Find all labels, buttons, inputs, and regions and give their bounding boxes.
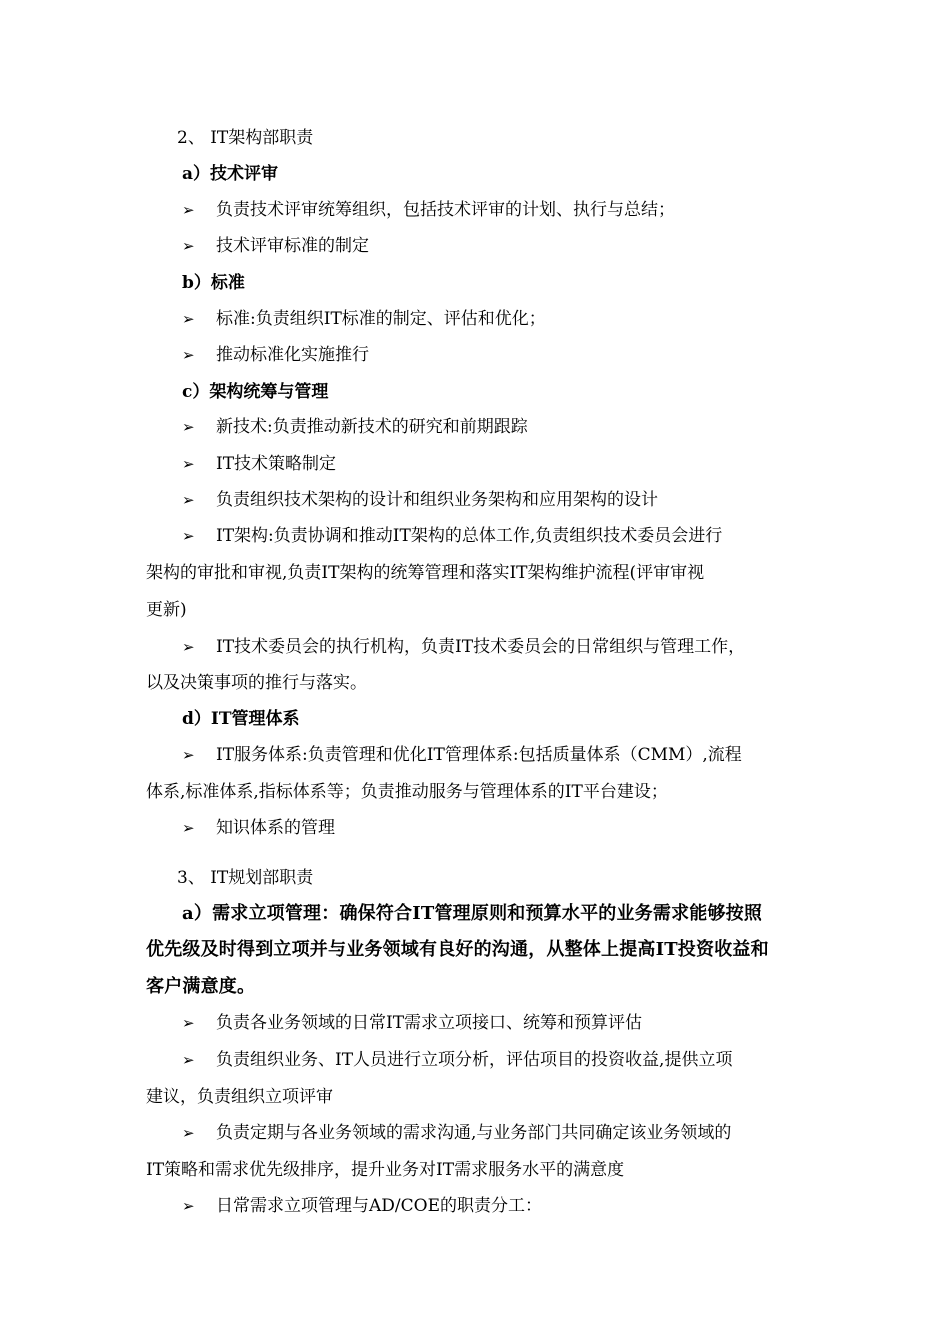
bullet-item: ➢ IT技术策略制定 — [182, 454, 337, 474]
bullet-item: ➢ 技术评审标准的制定 — [182, 236, 369, 256]
bullet-item: ➢ 推动标准化实施推行 — [182, 345, 369, 365]
bullet-arrow-icon: ➢ — [182, 1014, 195, 1032]
section-heading: 2、 IT架构部职责 — [177, 128, 314, 148]
subsection-heading: a）需求立项管理：确保符合IT管理原则和预算水平的业务需求能够按照 — [182, 903, 763, 924]
bullet-item: ➢ 标准:负责组织IT标准的制定、评估和优化； — [182, 309, 546, 329]
bullet-arrow-icon: ➢ — [182, 746, 195, 764]
bullet-arrow-icon: ➢ — [182, 418, 195, 436]
bullet-arrow-icon: ➢ — [182, 455, 195, 473]
bullet-item: ➢ 新技术:负责推动新技术的研究和前期跟踪 — [182, 417, 528, 437]
bullet-arrow-icon: ➢ — [182, 310, 195, 328]
bullet-item: ➢ 知识体系的管理 — [182, 818, 335, 838]
bullet-continuation: IT策略和需求优先级排序，提升业务对IT需求服务水平的满意度 — [146, 1160, 625, 1180]
subsection-heading: d）IT管理体系 — [182, 709, 300, 729]
subsection-heading: a）技术评审 — [182, 164, 279, 184]
bullet-item: ➢ 负责组织技术架构的设计和组织业务架构和应用架构的设计 — [182, 490, 658, 510]
subsection-continuation: 优先级及时得到立项并与业务领域有良好的沟通，从整体上提高IT投资收益和 — [146, 939, 769, 960]
subsection-heading: b）标准 — [182, 273, 245, 293]
bullet-arrow-icon: ➢ — [182, 237, 195, 255]
bullet-continuation: 体系,标准体系,指标体系等；负责推动服务与管理体系的IT平台建设； — [146, 782, 668, 802]
bullet-item: ➢ IT服务体系:负责管理和优化IT管理体系:包括质量体系（CMM）,流程 — [182, 745, 742, 765]
subsection-heading: c）架构统筹与管理 — [182, 382, 329, 402]
bullet-item: ➢ IT架构:负责协调和推动IT架构的总体工作,负责组织技术委员会进行 — [182, 526, 723, 546]
bullet-item: ➢ 负责技术评审统筹组织，包括技术评审的计划、执行与总结； — [182, 200, 675, 220]
bullet-continuation: 更新) — [146, 600, 187, 620]
bullet-arrow-icon: ➢ — [182, 819, 195, 837]
bullet-arrow-icon: ➢ — [182, 1051, 195, 1069]
bullet-item: ➢ IT技术委员会的执行机构，负责IT技术委员会的日常组织与管理工作， — [182, 637, 746, 657]
bullet-arrow-icon: ➢ — [182, 201, 195, 219]
bullet-item: ➢ 负责定期与各业务领域的需求沟通,与业务部门共同确定该业务领域的 — [182, 1123, 732, 1143]
bullet-continuation: 建议，负责组织立项评审 — [146, 1087, 333, 1107]
bullet-item: ➢ 日常需求立项管理与AD/COE的职责分工： — [182, 1196, 542, 1216]
bullet-arrow-icon: ➢ — [182, 527, 195, 545]
section-heading: 3、 IT规划部职责 — [177, 868, 314, 888]
bullet-arrow-icon: ➢ — [182, 346, 195, 364]
bullet-arrow-icon: ➢ — [182, 638, 195, 656]
bullet-arrow-icon: ➢ — [182, 1197, 195, 1215]
bullet-continuation: 以及决策事项的推行与落实。 — [146, 673, 367, 693]
bullet-continuation: 架构的审批和审视,负责IT架构的统筹管理和落实IT架构维护流程(评审审视 — [146, 563, 705, 583]
bullet-arrow-icon: ➢ — [182, 491, 195, 509]
bullet-arrow-icon: ➢ — [182, 1124, 195, 1142]
bullet-item: ➢ 负责组织业务、IT人员进行立项分析，评估项目的投资收益,提供立项 — [182, 1050, 733, 1070]
bullet-item: ➢ 负责各业务领域的日常IT需求立项接口、统筹和预算评估 — [182, 1013, 643, 1033]
subsection-continuation: 客户满意度。 — [146, 976, 256, 997]
